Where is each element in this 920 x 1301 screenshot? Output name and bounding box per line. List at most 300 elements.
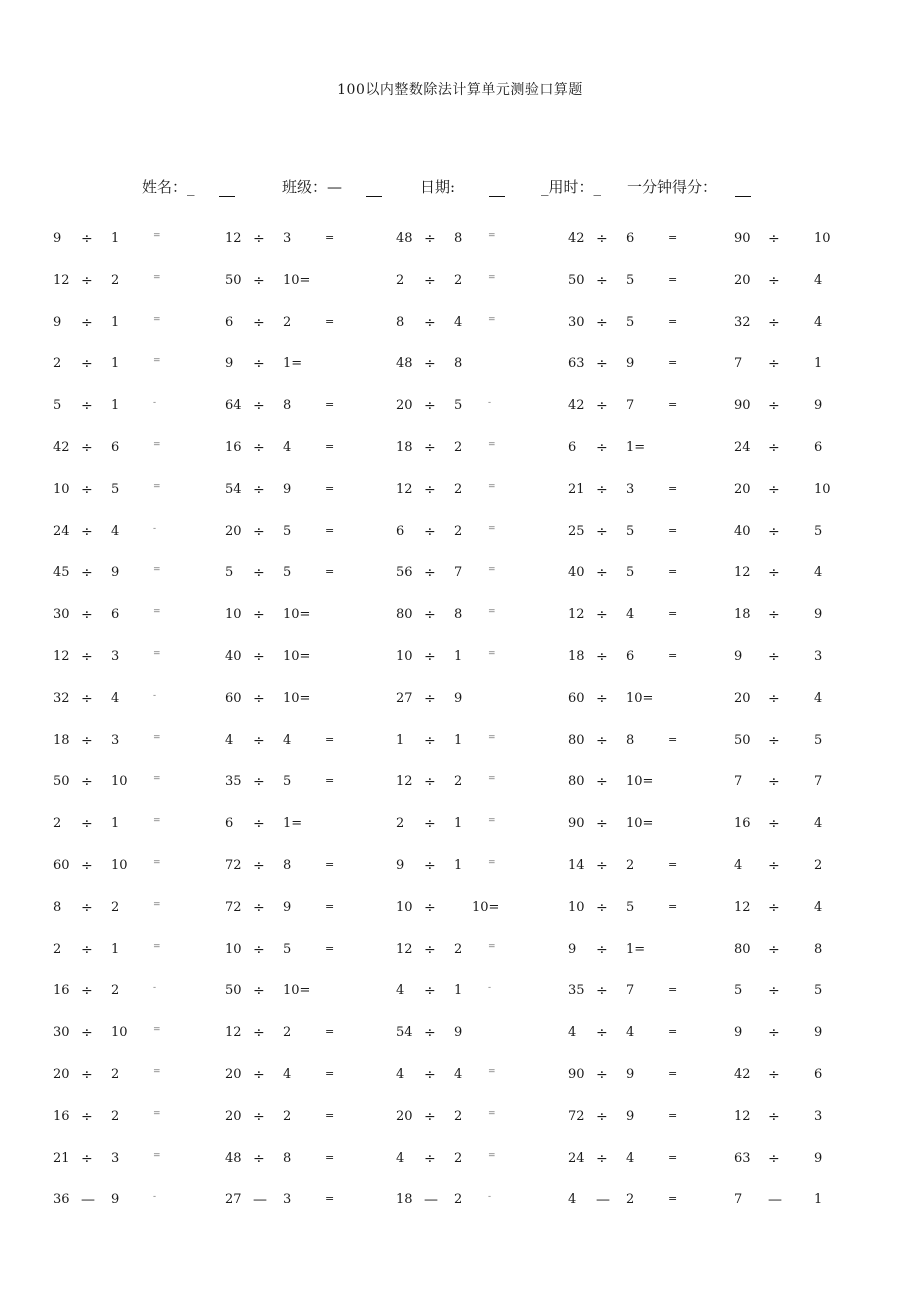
equals: = [153,607,161,618]
dividend: 4 [568,1025,577,1041]
divisor: 4 [454,1067,463,1082]
operator: ÷ [768,440,780,456]
equals: = [668,899,678,913]
operator: ÷ [424,941,436,958]
operator: ÷ [253,983,265,1000]
divisor: 3 [111,649,120,664]
divisor: 9 [111,565,120,581]
dividend: 30 [53,607,70,623]
problem-row [0,565,920,585]
divisor: 8 [454,607,463,623]
operator: ÷ [768,398,780,415]
dividend: 4 [568,1192,577,1208]
problem-row [0,524,920,544]
dividend: 2 [53,356,62,372]
date-label: 日期: [420,178,456,196]
dividend: 18 [568,649,585,664]
equals: = [153,1067,161,1077]
divisor: 10= [283,983,311,999]
dividend: 80 [734,941,751,957]
problem-row [0,983,920,1003]
operator: ÷ [253,899,265,916]
operator: ÷ [424,816,436,833]
dividend: 20 [396,398,413,414]
dividend: 16 [225,440,242,455]
dividend: 4 [396,983,405,999]
operator: ÷ [424,649,436,665]
problem-row [0,858,920,878]
operator: ÷ [81,858,93,874]
equals: - [153,523,157,534]
equals: = [488,314,496,325]
dividend: 10 [53,481,70,497]
operator: ÷ [596,314,608,331]
divisor: 9 [626,1067,635,1082]
operator: ÷ [81,607,93,624]
equals: = [153,1108,161,1119]
operator: ÷ [81,314,93,331]
dividend: 48 [396,356,413,372]
operator: ÷ [424,858,436,874]
divisor: 2 [283,1025,292,1041]
dividend: 50 [734,732,751,748]
operator: ÷ [768,1025,780,1042]
equals: = [668,272,678,286]
divisor: 9 [283,899,292,915]
equals: = [325,231,335,244]
operator: ÷ [424,899,436,916]
equals: = [325,481,335,495]
operator: ÷ [596,690,608,707]
operator: ÷ [768,899,780,916]
dividend: 72 [568,1108,585,1124]
divisor: 4 [814,899,823,915]
dividend: 60 [53,858,70,873]
divisor: 2 [111,272,120,288]
equals: = [153,481,161,492]
operator: ÷ [253,941,265,958]
divisor: 1 [454,983,463,999]
dividend: 80 [568,774,585,790]
divisor: 4 [111,523,120,539]
dividend: 12 [734,899,751,915]
divisor: 9 [814,607,823,623]
dividend: 14 [568,858,585,873]
operator: ÷ [253,1067,265,1083]
dividend: 6 [396,523,405,539]
operator: ÷ [424,607,436,624]
dividend: 20 [225,1108,242,1124]
equals: = [668,732,678,746]
divisor: 10 [111,1025,128,1041]
equals: = [153,565,161,576]
equals: = [153,272,161,283]
dividend: 27 [396,690,413,706]
operator: ÷ [596,1150,608,1167]
divisor: 2 [111,983,120,999]
equals: = [488,732,496,743]
divisor: 1 [454,732,463,748]
equals: = [488,941,496,952]
dividend: 12 [734,565,751,581]
divisor: 10 [111,774,128,790]
dividend: 90 [734,398,751,414]
equals: = [153,231,161,241]
operator: ÷ [253,231,265,247]
divisor: 2 [626,858,635,873]
divisor: 2 [454,440,463,455]
divisor: 1 [111,398,120,414]
divisor: 8 [454,231,463,246]
dividend: 10 [396,899,413,915]
dividend: 12 [734,1108,751,1124]
divisor: 5 [814,732,823,748]
equals: = [668,1025,678,1039]
dividend: 16 [53,1108,70,1124]
divisor: 3 [814,649,823,664]
operator: ÷ [768,356,780,373]
operator: ÷ [253,732,265,749]
dividend: 20 [225,523,242,539]
dividend: 20 [734,481,751,497]
operator: ÷ [81,1067,93,1083]
operator: ÷ [596,774,608,791]
problem-row [0,1192,920,1212]
divisor: 2 [111,1108,120,1124]
dividend: 18 [396,440,413,455]
operator: ÷ [253,523,265,540]
divisor: 1 [454,816,463,832]
equals: = [325,1025,335,1039]
operator: ÷ [768,314,780,331]
operator: ÷ [768,649,780,665]
divisor: 6 [814,440,823,455]
equals: - [488,398,492,409]
dividend: 2 [53,816,62,832]
operator: — [253,1192,267,1209]
divisor: 10= [283,272,311,288]
equals: = [488,1067,496,1077]
dividend: 50 [225,272,242,288]
operator: ÷ [81,1025,93,1042]
dividend: 35 [225,774,242,790]
operator: ÷ [81,398,93,415]
score-label: 一分钟得分： [627,178,718,196]
divisor: 1 [111,231,120,246]
operator: ÷ [424,1067,436,1083]
dividend: 80 [396,607,413,623]
divisor: 2 [626,1192,635,1208]
divisor: 5 [283,941,292,957]
dividend: 90 [568,1067,585,1082]
dividend: 40 [568,565,585,581]
dividend: 7 [734,356,743,372]
equals: = [153,899,161,910]
dividend: 9 [225,356,234,372]
divisor: 1= [283,356,303,372]
operator: — [81,1192,95,1209]
operator: ÷ [768,941,780,958]
dividend: 12 [396,941,413,957]
divisor: 10= [283,690,311,706]
equals: = [668,1192,678,1206]
dividend: 35 [568,983,585,999]
equals: = [488,565,496,576]
operator: ÷ [596,398,608,415]
dividend: 9 [53,314,62,330]
divisor: 2 [454,272,463,288]
equals: - [153,398,157,409]
divisor: 10= [626,774,654,790]
equals: = [668,1067,678,1080]
problem-row [0,398,920,418]
dividend: 7 [734,774,743,790]
operator: ÷ [81,774,93,791]
dividend: 90 [734,231,751,246]
divisor: 8 [454,356,463,372]
equals: = [325,941,335,955]
operator: ÷ [253,314,265,331]
operator: ÷ [81,732,93,749]
operator: ÷ [81,523,93,540]
operator: ÷ [253,1025,265,1042]
divisor: 7 [454,565,463,581]
dividend: 54 [225,481,242,497]
dividend: 21 [568,481,585,497]
equals: = [153,356,161,367]
dividend: 2 [53,941,62,957]
operator: ÷ [596,816,608,833]
dividend: 6 [568,440,577,455]
operator: ÷ [768,565,780,582]
divisor: 3 [283,231,292,246]
equals: = [153,440,161,450]
divisor: 10= [283,607,311,623]
operator: ÷ [424,1108,436,1125]
operator: ÷ [596,231,608,247]
operator: ÷ [253,565,265,582]
divisor: 8 [626,732,635,748]
divisor: 6 [814,1067,823,1082]
operator: ÷ [253,1108,265,1125]
equals: = [153,941,161,952]
operator: ÷ [596,941,608,958]
equals: = [153,774,161,785]
dividend: 16 [53,983,70,999]
dividend: 42 [568,231,585,246]
dividend: 10 [396,649,413,664]
divisor: 10= [626,690,654,706]
equals: = [668,649,678,662]
divisor: 1= [626,941,646,957]
divisor: 1= [626,440,646,455]
equals: = [488,607,496,618]
operator: ÷ [596,649,608,665]
dividend: 27 [225,1192,242,1208]
operator: ÷ [81,690,93,707]
operator: ÷ [596,1025,608,1042]
operator: ÷ [253,272,265,289]
dividend: 6 [225,314,234,330]
operator: ÷ [253,356,265,373]
dividend: 18 [53,732,70,748]
dividend: 30 [568,314,585,330]
divisor: 1 [814,1192,823,1208]
equals: = [488,816,496,827]
equals: = [153,1025,161,1036]
equals: = [668,1108,678,1122]
divisor: 5 [626,523,635,539]
divisor: 7 [814,774,823,790]
divisor: 4 [626,607,635,623]
divisor: 6 [111,440,120,455]
operator: ÷ [596,440,608,456]
equals: = [325,314,335,328]
dividend: 12 [53,272,70,288]
dividend: 60 [568,690,585,706]
dividend: 10 [225,941,242,957]
divisor: 2 [814,858,823,873]
operator: ÷ [424,1025,436,1042]
dividend: 4 [734,858,743,873]
operator: ÷ [81,565,93,582]
operator: ÷ [596,523,608,540]
divisor: 8 [283,858,292,873]
divisor: 4 [814,690,823,706]
dividend: 12 [396,774,413,790]
operator: ÷ [596,356,608,373]
dividend: 48 [396,231,413,246]
divisor: 1 [111,941,120,957]
divisor: 5 [626,565,635,581]
operator: ÷ [768,732,780,749]
divisor: 2 [111,899,120,915]
operator: ÷ [253,607,265,624]
divisor: 1 [111,356,120,372]
operator: ÷ [768,690,780,707]
equals: - [153,1192,157,1203]
dividend: 9 [734,1025,743,1041]
dividend: 9 [734,649,743,664]
equals: = [668,398,678,412]
divisor: 5 [283,565,292,581]
operator: ÷ [768,983,780,1000]
dividend: 12 [225,1025,242,1041]
problem-row [0,1025,920,1045]
dividend: 9 [396,858,405,873]
operator: ÷ [81,816,93,833]
problem-row [0,816,920,836]
divisor: 3 [814,1108,823,1124]
operator: ÷ [768,481,780,498]
divisor: 2 [283,1108,292,1124]
operator: ÷ [424,231,436,247]
equals: = [488,481,496,492]
equals: = [488,523,496,534]
equals: = [488,1150,496,1161]
operator: ÷ [424,272,436,289]
operator: ÷ [424,356,436,373]
divisor: 5 [111,481,120,497]
dividend: 80 [568,732,585,748]
operator: ÷ [596,607,608,624]
divisor: 9 [283,481,292,497]
dividend: 4 [396,1067,405,1082]
divisor: 8 [283,398,292,414]
problem-row [0,900,920,920]
operator: ÷ [596,481,608,498]
operator: ÷ [424,398,436,415]
dividend: 18 [734,607,751,623]
problem-row [0,356,920,376]
dividend: 50 [225,983,242,999]
operator: ÷ [596,1108,608,1125]
operator: ÷ [424,565,436,582]
operator: ÷ [768,774,780,791]
problem-row [0,774,920,794]
divisor: 6 [626,649,635,664]
dividend: 90 [568,816,585,832]
divisor: 1 [814,356,823,372]
operator: ÷ [424,481,436,498]
operator: ÷ [424,523,436,540]
equals: = [153,732,161,743]
equals: = [668,983,678,997]
divisor: 5 [814,983,823,999]
equals: - [488,1192,492,1203]
divisor: 4 [814,314,823,330]
operator: ÷ [253,440,265,456]
problem-row [0,1151,920,1171]
dividend: 42 [53,440,70,455]
dividend: 32 [53,690,70,706]
dividend: 72 [225,858,242,873]
divisor: 10= [472,899,500,915]
dividend: 40 [225,649,242,664]
operator: ÷ [424,440,436,456]
class-label: 班级：— [282,178,343,196]
dividend: 5 [225,565,234,581]
equals: = [153,314,161,325]
dividend: 24 [568,1150,585,1166]
divisor: 2 [454,1150,463,1166]
dividend: 63 [568,356,585,372]
divisor: 2 [111,1067,120,1082]
equals: = [325,523,335,537]
dividend: 25 [568,523,585,539]
equals: = [488,649,496,659]
operator: ÷ [768,272,780,289]
divisor: 1 [454,649,463,664]
divisor: 5 [283,774,292,790]
dividend: 5 [53,398,62,414]
dividend: 48 [225,1150,242,1166]
divisor: 9 [814,398,823,414]
equals: = [325,1150,335,1164]
dividend: 10 [225,607,242,623]
equals: = [153,858,161,868]
equals: = [668,523,678,537]
operator: ÷ [253,481,265,498]
dividend: 20 [225,1067,242,1082]
equals: = [325,1108,335,1122]
operator: ÷ [596,858,608,874]
dividend: 8 [396,314,405,330]
dividend: 72 [225,899,242,915]
dividend: 18 [396,1192,413,1208]
divisor: 2 [454,1192,463,1208]
dividend: 63 [734,1150,751,1166]
